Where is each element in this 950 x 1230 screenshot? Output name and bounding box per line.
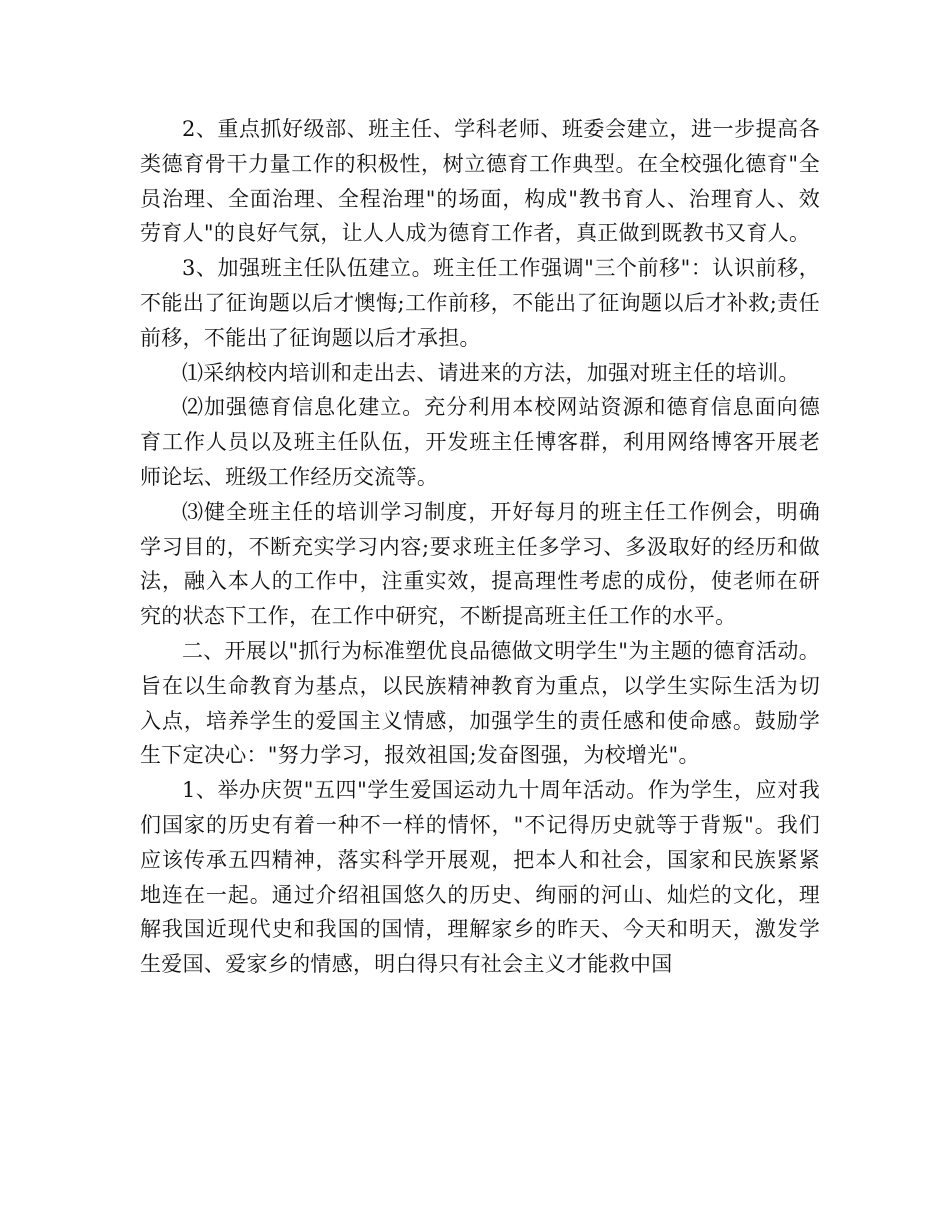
paragraph-6: 二、开展以"抓行为标准塑优良品德做文明学生"为主题的德育活动。旨在以生命教育为基点，以民族精神教育为重点，以学生实际生活为切入点，培养学生的爱国主义情感，加强学生的责任感和使命感。鼓励学生下定决心："努力学习，报效祖国;发奋图强，为校增光"。	[140, 638, 820, 768]
document-body	[140, 112, 820, 982]
paragraph-3: ⑴采纳校内培训和走出去、请进来的方法，加强对班主任的培训。	[182, 360, 800, 385]
paragraph-7: 1、举办庆贺"五四"学生爱国运动九十周年活动。作为学生，应对我们国家的历史有着一种不一样的情怀，"不记得历史就等于背叛"。我们应该传承五四精神，落实科学开展观，把本人和社会，国家和民族紧紧地连在一起。通过介绍祖国悠久的历史、绚丽的河山、灿烂的文化，理解我国近现代史和我国的国情，理解家乡的昨天、今天和明天，激发学生爱国、爱家乡的情感，明白得只有社会主义才能救中国	[140, 778, 820, 977]
paragraph-5: ⑶健全班主任的培训学习制度，开好每月的班主任工作例会，明确学习目的，不断充实学习内容;要求班主任多学习、多汲取好的经历和做法，融入本人的工作中，注重实效，提高理性考虑的成份，使老师在研究的状态下工作，在工作中研究，不断提高班主任工作的水平。	[140, 499, 820, 629]
paragraph-1: 2、重点抓好级部、班主任、学科老师、班委会建立，进一步提高各类德育骨干力量工作的积极性，树立德育工作典型。在全校强化德育"全员治理、全面治理、全程治理"的场面，构成"教书育人、治理育人、效劳育人"的良好气氛，让人人成为德育工作者，真正做到既教书又育人。	[140, 117, 820, 246]
paragraph-2: 3、加强班主任队伍建立。班主任工作强调"三个前移"：认识前移，不能出了征询题以后才懊悔;工作前移，不能出了征询题以后才补救;责任前移，不能出了征询题以后才承担。	[140, 256, 820, 350]
paragraph-4: ⑵加强德育信息化建立。充分利用本校网站资源和德育信息面向德育工作人员以及班主任队伍，开发班主任博客群，利用网络博客开展老师论坛、班级工作经历交流等。	[140, 395, 820, 489]
